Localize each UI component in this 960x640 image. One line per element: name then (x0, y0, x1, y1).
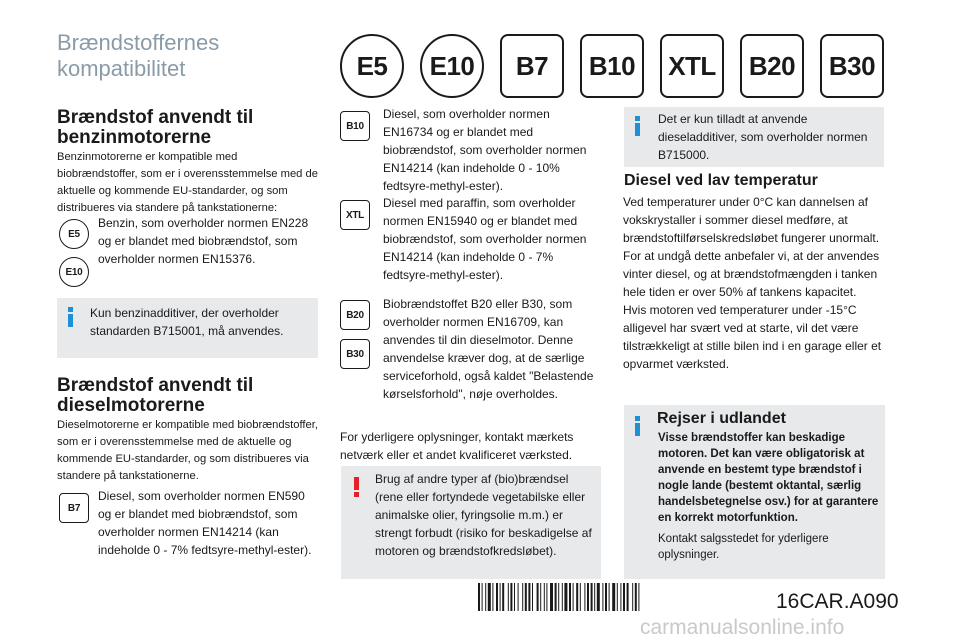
abroad-text: Kontakt salgsstedet for yderligere oplysninger. (658, 533, 829, 561)
abroad-bold-text: Visse brændstoffer kan beskadige motoren. Det kan være obligatorisk at anvende en bestemt type brændstof i nogle lande (bestemt oktantal, særlig handelsbetegnelse osv.) for at garantere en korrekt motorfunktion. (658, 432, 879, 524)
petrol-badge-e10: E10 (59, 257, 89, 287)
petrol-intro: Benzinmotorerne er kompatible med biobrændstoffer, som er i overensstemmelse med de aktuelle og kommende EU-standarder, og som distribueres via standere på tankstationerne: (57, 151, 318, 214)
diesel-b10-desc: Diesel, som overholder normen EN16734 og er blandet med biobrændstof, som overholder normen EN14214 (kan indeholde 0 - 10% fedtsyre-methyl-ester). (383, 107, 587, 193)
diesel-badge-b7: B7 (59, 493, 89, 523)
diesel-badge-b30: B30 (340, 339, 370, 369)
diesel-badge-b20: B20 (340, 300, 370, 330)
low-temp-heading: Diesel ved lav temperatur (624, 172, 818, 189)
diesel-b20-b30-desc: Biobrændstoffet B20 eller B30, som overholder normen EN16709, kan anvendes til din dieselmotor. Denne anvendelse kræver dog, at de særlige serviceforhold, også kaldet "Belastende kørselsforhold", nøje overholdes. (383, 297, 594, 401)
petrol-desc: Benzin, som overholder normen EN228 og er blandet med biobrændstof, som overholder normen EN15376. (98, 216, 309, 266)
diesel-xtl-desc: Diesel med paraffin, som overholder normen EN15940 og er blandet med biobrændstof, som overholder normen EN14214 (kan indeholde 0 - 7% fedtsyre-methyl-ester). (383, 196, 587, 282)
header-badge-e5: E5 (340, 34, 404, 98)
info-icon (634, 116, 640, 136)
warning-icon (353, 477, 359, 497)
header-badge-b30: B30 (820, 34, 884, 98)
info-icon (67, 307, 73, 327)
petrol-heading: Brændstof anvendt til benzinmotorerne (57, 107, 254, 148)
watermark: carmanualsonline.info (640, 616, 845, 639)
petrol-badge-e5: E5 (59, 219, 89, 249)
diesel-additive-note: Det er kun tilladt at anvende dieseladditiver, som overholder normen B715000. (658, 112, 868, 162)
document-code: 16CAR.A090 (776, 590, 899, 613)
warning-text: Brug af andre typer af (bio)brændsel (rene eller fortyndede vegetabilske eller animalske olier, fyringsolie m.m.) er strengt forbudt (risiko for beskadigelse af motoren og brændstofkredsløbet). (375, 472, 592, 558)
petrol-note: Kun benzinadditiver, der overholder standarden B715001, må anvendes. (90, 306, 284, 338)
diesel-b7-desc: Diesel, som overholder normen EN590 og er blandet med biobrændstof, som overholder normen EN14214 (kan indeholde 0 - 7% fedtsyre-methyl-ester). (98, 489, 312, 557)
info-icon (634, 416, 640, 436)
barcode (478, 583, 720, 611)
diesel-badge-xtl: XTL (340, 200, 370, 230)
header-badge-b10: B10 (580, 34, 644, 98)
contact-text: For yderligere oplysninger, kontakt mærkets netværk eller et andet kvalificeret værksted. (340, 430, 574, 462)
header-badge-b7: B7 (500, 34, 564, 98)
abroad-heading: Rejser i udlandet (657, 410, 786, 427)
header-badge-e10: E10 (420, 34, 484, 98)
diesel-intro: Dieselmotorerne er kompatible med biobrændstoffer, som er i overensstemmelse med de aktuelle og kommende EU-standarder, og som distribueres via standere på tankstationerne. (57, 419, 318, 482)
low-temp-text: Ved temperaturer under 0°C kan dannelsen af vokskrystaller i sommer diesel medføre, at brændstoftilførselskredsløbet fungerer unormalt. For at undgå dette anbefaler vi, at der anvendes vinter diesel, og at brændstofmængden i tanken hele tiden er over 50% af tankens kapacitet. Hvis motoren ved temperaturer under -15°C alligevel har svært ved at starte, vil det være tilstrækkeligt at stille bilen ind i en garage eller et opvarmet værksted. (623, 195, 882, 371)
header-badge-xtl: XTL (660, 34, 724, 98)
page-title: Brændstoffernes kompatibilitet (57, 30, 220, 81)
header-badge-b20: B20 (740, 34, 804, 98)
diesel-heading: Brændstof anvendt til dieselmotorerne (57, 375, 254, 416)
diesel-badge-b10: B10 (340, 111, 370, 141)
